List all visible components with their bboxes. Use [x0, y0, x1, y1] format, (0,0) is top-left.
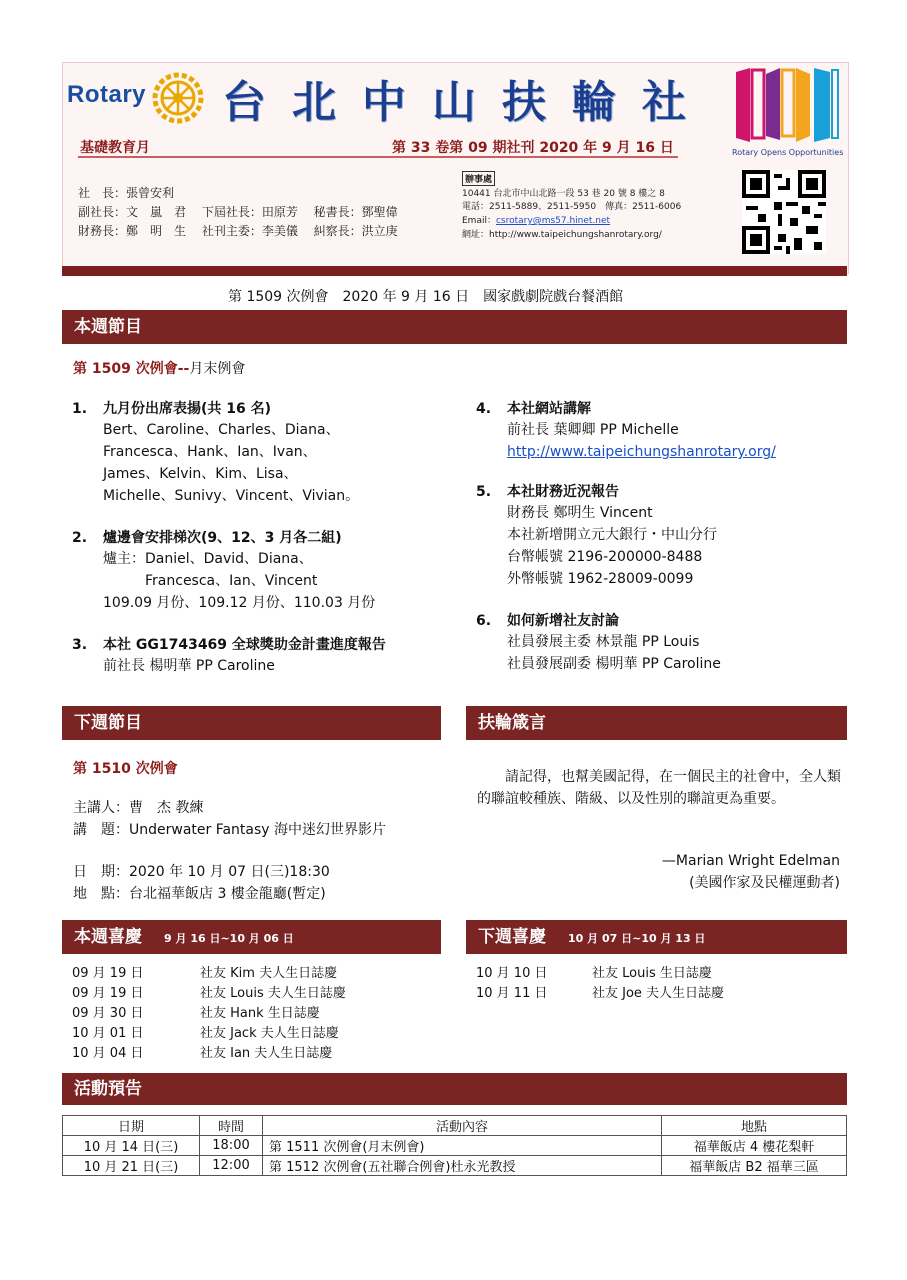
section-celebrations-this-title: 本週喜慶: [74, 927, 142, 947]
this-week-meeting-title: [73, 358, 245, 378]
email-link[interactable]: csrotary@ms57.hinet.net: [495, 216, 611, 226]
section-quote: [466, 706, 847, 740]
officer-line-3: 財務長：鄭 明 生 社刊主委：李美儀 糾察長：洪立庚: [78, 224, 398, 238]
table-cell: 18:00: [200, 1136, 263, 1156]
quote-author-desc: (美國作家及民權運動者): [689, 875, 840, 891]
agenda-item-title: 本社網站講解: [507, 401, 591, 417]
events-table: [62, 1115, 847, 1176]
agenda-item-title: 如何新增社友討論: [507, 613, 619, 629]
section-events: [62, 1073, 847, 1105]
agenda-item-3: [72, 634, 462, 677]
table-cell: 福華飯店 4 樓花梨軒: [662, 1136, 847, 1156]
column-header: 活動內容: [263, 1116, 662, 1136]
list-item: 09 月 19 日 社友 Kim 夫人生日誌慶: [72, 966, 338, 981]
celebrations-next-range: 10 月 07 日~10 月 13 日: [568, 932, 706, 945]
agenda-item-line: 台幣帳號 2196-200000-8488: [507, 549, 703, 565]
agenda-item-number: 3.: [72, 637, 88, 653]
agenda-item-number: 4.: [476, 401, 492, 417]
agenda-item-title: 爐邊會安排梯次(9、12、3 月各二組): [103, 530, 342, 546]
doors-caption: Rotary Opens Opportunities: [732, 148, 844, 157]
office-website: 網址：http://www.taipeichungshanrotary.org/: [462, 230, 662, 240]
column-header: 地點: [662, 1116, 847, 1136]
celebrations-this-list: [72, 964, 346, 1064]
agenda-item-line: 社員發展主委 林景龍 PP Louis: [507, 634, 700, 650]
agenda-item-6: [476, 610, 846, 675]
table-cell: 福華飯店 B2 福華三區: [662, 1156, 847, 1176]
officer-line-2: 副社長：文 嵐 君 下屆社長：田原芳 秘書長：鄧聖偉: [78, 205, 398, 219]
officer-line-1: 社 長：張曾安利: [78, 186, 175, 200]
theme-month: 基礎教育月: [80, 140, 150, 156]
next-date: 日 期：2020 年 10 月 07 日(三)18:30: [73, 864, 330, 880]
quote-author: —Marian Wright Edelman: [661, 853, 840, 869]
office-phone: 電話：2511-5889、2511-5950 傳真：2511-6006: [462, 202, 682, 212]
list-item: 09 月 19 日 社友 Louis 夫人生日誌慶: [72, 986, 346, 1001]
meeting-type: 月末例會: [189, 361, 246, 377]
agenda-item-title: 本社財務近況報告: [507, 484, 619, 500]
title-underline: [78, 156, 678, 158]
rotary-doors-logo-icon: [730, 64, 840, 146]
table-row: [63, 1156, 847, 1176]
agenda-item-line: 本社新增開立元大銀行・中山分行: [507, 527, 717, 543]
next-speaker: 主講人：曹 杰 教練: [73, 800, 204, 816]
list-item: 10 月 10 日 社友 Louis 生日誌慶: [476, 966, 712, 981]
agenda-item-title: 九月份出席表揚(共 16 名): [103, 401, 272, 417]
column-header: 時間: [200, 1116, 263, 1136]
quote-text: 請記得，也幫美國記得，在一個民主的社會中，全人類的聯誼較種族、階級、以及性別的聯誼更為重要。: [477, 769, 841, 807]
agenda-item-5: [476, 481, 846, 590]
agenda-item-title: 本社 GG1743469 全球獎助金計畫進度報告: [103, 637, 386, 653]
section-next-week-title: 下週節目: [74, 713, 142, 733]
agenda-item-line: 爐主：Daniel、David、Diana、: [103, 551, 313, 567]
table-cell: 10 月 14 日(三): [63, 1136, 200, 1156]
office-address: 10441 台北市中山北路一段 53 巷 20 號 8 樓之 8: [462, 189, 665, 199]
email-label: Email：: [462, 216, 496, 226]
section-this-week-title: 本週節目: [74, 317, 142, 337]
list-item: 09 月 30 日 社友 Hank 生日誌慶: [72, 1006, 320, 1021]
agenda-item-line: 109.09 月份、109.12 月份、110.03 月份: [103, 595, 376, 611]
agenda-item-line: Francesca、Hank、Ian、Ivan、: [103, 444, 317, 460]
agenda-item-line: James、Kelvin、Kim、Lisa、: [103, 466, 298, 482]
qr-code-icon: [737, 170, 831, 254]
agenda-item-line: 社員發展副委 楊明華 PP Caroline: [507, 656, 721, 672]
agenda-item-line: Michelle、Sunivy、Vincent、Vivian。: [103, 488, 360, 504]
agenda-item-number: 5.: [476, 484, 492, 500]
list-item: 10 月 01 日 社友 Jack 夫人生日誌慶: [72, 1026, 339, 1041]
agenda-item-1: [72, 398, 452, 507]
next-place: 地 點：台北福華飯店 3 樓金龍廳(暫定): [73, 886, 326, 902]
agenda-item-line: 前社長 楊明華 PP Caroline: [103, 658, 275, 674]
table-cell: 12:00: [200, 1156, 263, 1176]
celebrations-next-list: [476, 964, 724, 1004]
section-celebrations-next-title: 下週喜慶: [478, 927, 546, 947]
section-next-week: [62, 706, 441, 740]
section-celebrations-next: [466, 920, 847, 954]
column-header: 日期: [63, 1116, 200, 1136]
club-name: 台北中山扶輪社: [222, 77, 712, 128]
masthead-divider: [62, 266, 847, 276]
meeting-number: 第 1509 次例會--: [73, 361, 190, 377]
section-quote-title: 扶輪箴言: [478, 713, 546, 733]
agenda-item-line: Francesca、Ian、Vincent: [103, 573, 318, 589]
agenda-item-line: Bert、Caroline、Charles、Diana、: [103, 422, 340, 438]
issue-info: 第 33 卷第 09 期社刊 2020 年 9 月 16 日: [392, 140, 674, 156]
office-label: 辦事處: [462, 171, 495, 186]
list-item: 10 月 11 日 社友 Joe 夫人生日誌慶: [476, 986, 725, 1001]
table-cell: 第 1512 次例會(五社聯合例會)杜永光教授: [263, 1156, 662, 1176]
website-link[interactable]: http://www.taipeichungshanrotary.org/: [507, 444, 776, 460]
section-this-week: [62, 310, 847, 344]
agenda-item-line: 外幣帳號 1962-28009-0099: [507, 571, 694, 587]
next-topic: 講 題：Underwater Fantasy 海中迷幻世界影片: [73, 822, 387, 838]
agenda-item-line: 前社長 葉卿卿 PP Michelle: [507, 422, 679, 438]
celebrations-this-range: 9 月 16 日~10 月 06 日: [164, 932, 294, 945]
list-item: 10 月 04 日 社友 Ian 夫人生日誌慶: [72, 1046, 333, 1061]
table-row: [63, 1136, 847, 1156]
agenda-item-4: [476, 398, 846, 460]
section-celebrations-this: [62, 920, 441, 954]
agenda-item-line: 財務長 鄭明生 Vincent: [507, 505, 653, 521]
office-email-line: [462, 215, 610, 228]
agenda-item-number: 1.: [72, 401, 88, 417]
section-events-title: 活動預告: [74, 1079, 142, 1099]
next-meeting-title: 第 1510 次例會: [73, 761, 178, 777]
agenda-item-2: [72, 527, 452, 614]
rotary-wordmark: Rotary: [67, 81, 147, 108]
meeting-info: 第 1509 次例會 2020 年 9 月 16 日 國家戲劇院戲台餐酒館: [228, 289, 624, 305]
agenda-item-number: 2.: [72, 530, 88, 546]
table-header-row: [63, 1116, 847, 1136]
agenda-item-number: 6.: [476, 613, 492, 629]
table-cell: 10 月 21 日(三): [63, 1156, 200, 1176]
rotary-wheel-icon: [152, 72, 204, 124]
table-cell: 第 1511 次例會(月末例會): [263, 1136, 662, 1156]
